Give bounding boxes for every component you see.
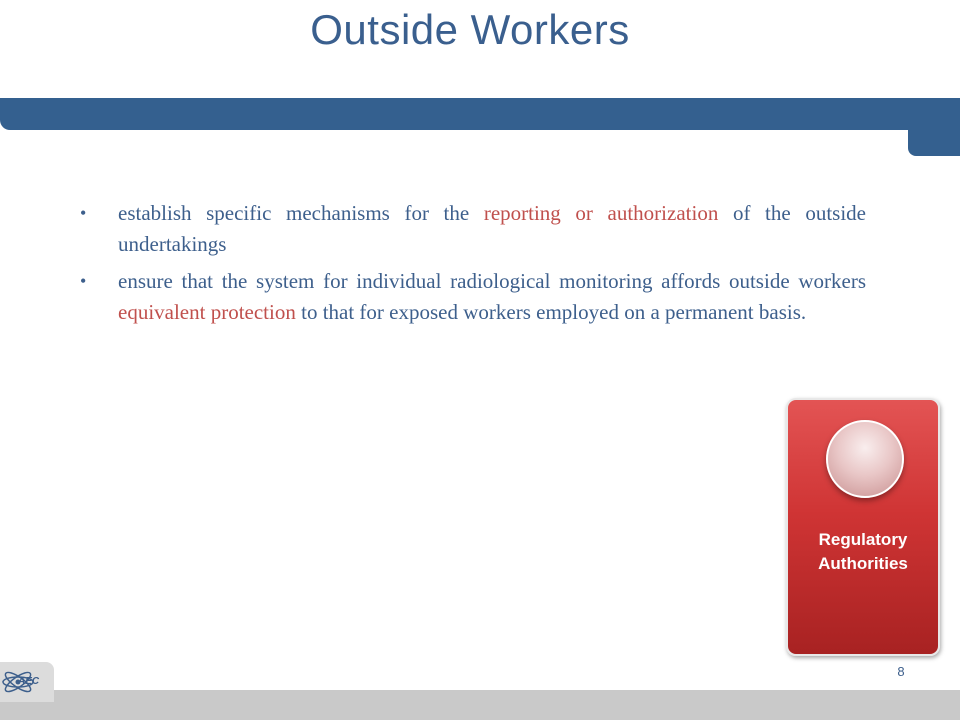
header-bar-tab	[908, 98, 960, 156]
bullet-item	[78, 198, 866, 260]
footer-bar	[0, 690, 960, 720]
bullet-dot-icon: •	[80, 271, 87, 291]
bullet-text: ensure that the system for individual radiological monitoring affords outside workers	[118, 269, 866, 293]
page-number: 8	[897, 664, 905, 679]
bullet-list	[78, 198, 866, 334]
bullet-highlight: equivalent protection	[118, 300, 296, 324]
regulatory-authorities-card	[786, 398, 940, 656]
bullet-dot-icon: •	[80, 203, 87, 223]
card-label-line2: Authorities	[818, 554, 908, 573]
bullet-text: of the outside undertakings	[118, 201, 866, 256]
bullet-text: to that for exposed workers employed on a permanent basis.	[295, 300, 807, 324]
logo-text: AEC	[18, 676, 40, 687]
bullet-item	[78, 266, 866, 328]
bullet-highlight: reporting or authorization	[483, 201, 719, 225]
header-bar	[0, 98, 960, 130]
bullet-text: establish specific mechanisms for the	[118, 201, 484, 225]
slide-title: Outside Workers	[310, 6, 630, 53]
circle-icon	[826, 420, 904, 498]
card-label-line1: Regulatory	[818, 530, 908, 549]
card-label	[788, 528, 938, 576]
